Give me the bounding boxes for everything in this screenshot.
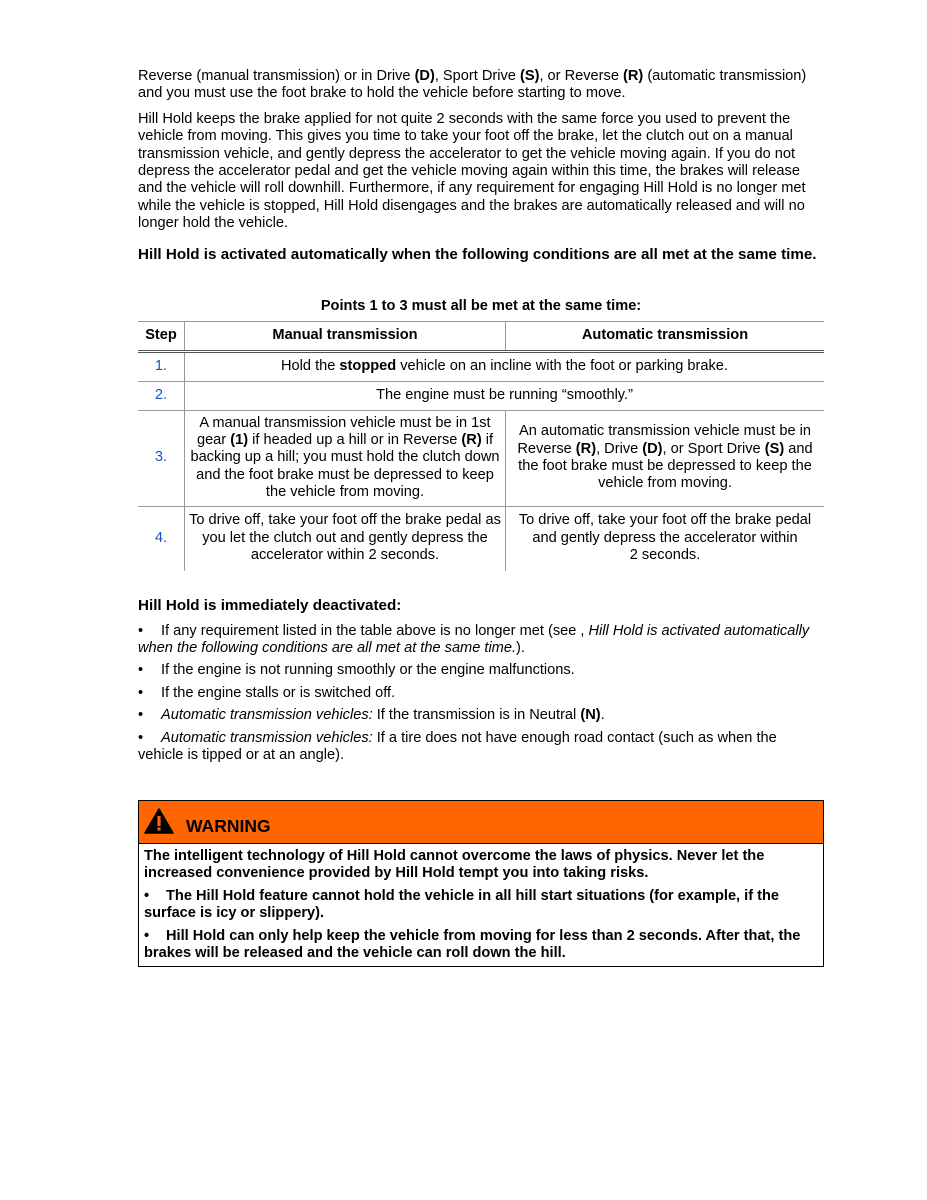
intro-paragraph-2: Hill Hold keeps the brake applied for not quite 2 seconds with the same force you used to prevent the vehicle from moving. This gives you time to take your foot off the brake, let the clutch out on a manual transmission vehicle, and gently depress the accelerator to get the vehicle moving again. If you do not depress the accelerator pedal and get the vehicle moving again within this time, the brakes will release and the vehicle will roll downhill. Furthermore, if any requirement for engaging Hill Hold is no longer met while the vehicle is stopped, Hill Hold disengages and the brakes are automatically released and will no longer hold the vehicle.: [138, 110, 806, 232]
step-number: 2.: [138, 381, 185, 410]
text-span: , Sport Drive: [434, 68, 520, 84]
warning-triangle-icon: [144, 808, 174, 834]
header-step: Step: [138, 321, 185, 351]
text-span: ).: [516, 640, 525, 656]
activated-heading: Hill Hold is activated automatically when the following conditions are all met at the same time.: [138, 245, 817, 263]
manual-cell: [185, 410, 506, 506]
bullet-icon: •: [138, 662, 144, 679]
header-automatic: Automatic transmission: [581, 326, 749, 343]
text-span: If the engine stalls or is switched off.: [161, 684, 396, 701]
table-row: [138, 506, 824, 571]
table-row: [138, 410, 824, 506]
text-span: Reverse (manual transmission) or in Drive: [138, 68, 415, 84]
warning-body: [139, 844, 823, 966]
warning-list-item: [144, 888, 818, 923]
table-caption: Points 1 to 3 must all be met at the same time:: [320, 298, 642, 315]
warning-box: [138, 800, 824, 967]
bullet-icon: •: [138, 622, 144, 639]
step-number: 3.: [138, 410, 185, 506]
text-span: (automatic transmission) and you must use the foot brake to hold the vehicle before starting to move.: [138, 68, 807, 102]
warning-list-item: [144, 928, 818, 963]
gear-label: (1): [230, 431, 249, 448]
text-span: if backing up a hill; you must hold the clutch down and the foot brake must be depressed to keep the vehicle from moving.: [190, 431, 500, 501]
warning-title: WARNING: [186, 815, 271, 836]
gear-label: (D): [414, 68, 435, 84]
cross-reference-link[interactable]: Hill Hold is activated automatically when the following conditions are all met at the same time.: [138, 622, 810, 656]
step-number: 4.: [138, 506, 185, 571]
text-span: , Drive: [596, 440, 643, 457]
text-span: Automatic transmission vehicles:: [161, 707, 373, 724]
text-span: If a tire does not have enough road contact (such as when the vehicle is tipped or at an angle).: [138, 729, 777, 764]
step-number: 1.: [138, 351, 185, 381]
text-span: .: [600, 707, 605, 724]
text-span: Automatic transmission vehicles:: [161, 729, 373, 746]
text-span: Hill Hold can only help keep the vehicle from moving for less than 2 seconds. After that, the brakes will be released and the vehicle can roll down the hill.: [144, 927, 801, 962]
warning-header: [139, 801, 823, 844]
list-item: [138, 662, 824, 679]
text-span: Hold the: [281, 357, 340, 374]
text-span: , or Reverse: [539, 68, 623, 84]
automatic-cell: [506, 506, 825, 571]
bullet-icon: •: [138, 729, 144, 746]
table-row: [138, 381, 824, 410]
bullet-icon: •: [144, 927, 150, 944]
gear-label: (R): [575, 440, 597, 457]
row-text: The engine must be running “smoothly.”: [376, 386, 633, 403]
automatic-cell: [506, 410, 825, 506]
text-span: If the engine is not running smoothly or the engine malfunctions.: [161, 662, 575, 679]
row-text: [185, 351, 825, 381]
gear-label: (N): [580, 707, 601, 724]
emphasis: stopped: [339, 357, 397, 374]
table-row: [138, 351, 824, 381]
text-span: vehicle on an incline with the foot or parking brake.: [396, 357, 728, 374]
text-span: , or Sport Drive: [662, 440, 765, 457]
header-manual: Manual transmission: [185, 321, 506, 351]
deactivated-heading: Hill Hold is immediately deactivated:: [138, 596, 402, 614]
text-span: If any requirement listed in the table above is no longer met (see ,: [161, 622, 589, 639]
bullet-icon: •: [144, 887, 150, 904]
gear-label: (D): [642, 440, 663, 457]
conditions-table: [138, 321, 824, 571]
text-span: To drive off, take your foot off the brake pedal and gently depress the accelerator within: [518, 512, 812, 546]
bullet-icon: •: [138, 684, 144, 701]
intro-paragraph-1: [138, 68, 824, 103]
list-item: [138, 730, 824, 765]
gear-label: (R): [623, 68, 644, 84]
gear-label: (R): [461, 431, 482, 448]
gear-label: (S): [519, 68, 540, 84]
gear-label: (S): [764, 440, 785, 457]
text-span: 2 seconds.: [629, 547, 701, 564]
list-item: [138, 707, 824, 724]
text-span: A manual transmission vehicle must be in 1st gear: [196, 414, 491, 448]
list-item: [138, 685, 824, 702]
table-header-row: [138, 321, 824, 351]
text-span: If the transmission is in Neutral: [372, 707, 581, 724]
warning-paragraph: The intelligent technology of Hill Hold cannot overcome the laws of physics. Never let the increased convenience provided by Hill Hold tempt you into taking risks.: [144, 848, 765, 882]
text-span: and the foot brake must be depressed to keep the vehicle from moving.: [518, 440, 813, 492]
text-span: The Hill Hold feature cannot hold the vehicle in all hill start situations (for example, if the surface is icy or slippery).: [144, 887, 780, 922]
bullet-icon: •: [138, 707, 144, 724]
text-span: if headed up a hill or in Reverse: [248, 431, 462, 448]
list-item: [138, 623, 824, 658]
text-span: An automatic transmission vehicle must be in Reverse: [517, 423, 811, 457]
document-page: [138, 68, 824, 769]
manual-cell: To drive off, take your foot off the brake pedal as you let the clutch out and gently depress the accelerator within 2 seconds.: [185, 506, 506, 571]
